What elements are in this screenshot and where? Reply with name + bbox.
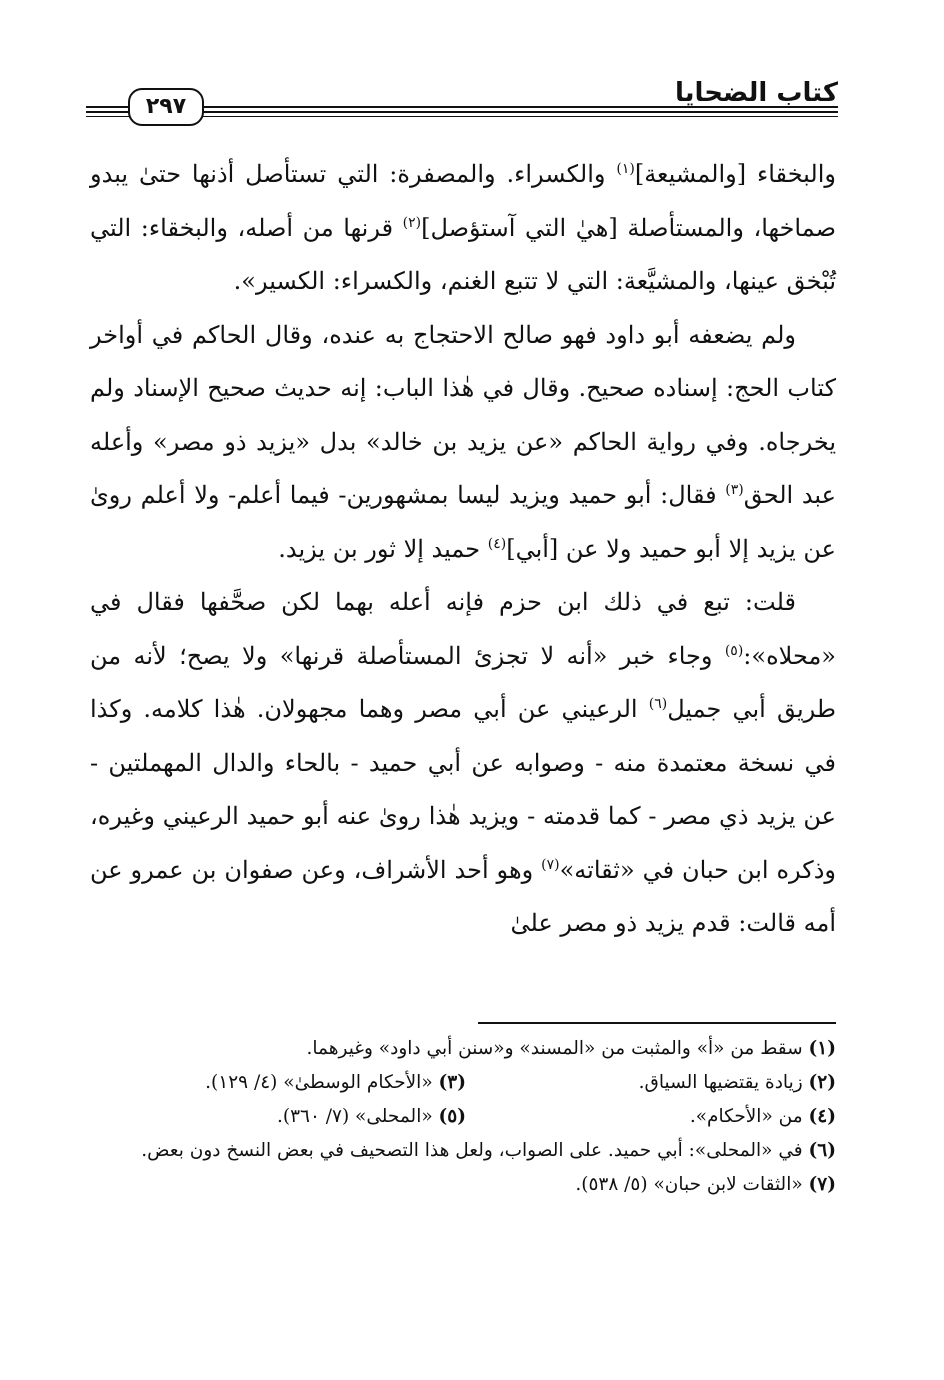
text-run: ولم يضعفه أبو داود فهو صالح الاحتجاج به عنده، وقال الحاكم في أواخر كتاب الحج: إسناده صحيح. وقال في هٰذا الباب: إنه حديث صحيح الإسناد ولم يخرجاه. وفي رواية الحاكم «عن يزيد بن خالد» بدل «يزيد ذو مصر» وأعله عبد الحق: [90, 320, 836, 509]
text-run: والبخقاء [والمشيعة]: [634, 160, 836, 188]
footnote-text: «الثقات لابن حبان» (٥/ ٥٣٨).: [575, 1174, 809, 1195]
footnote-text: من «الأحكام».: [689, 1106, 809, 1127]
footnote: [86, 1134, 836, 1168]
footnote-row: [86, 1066, 836, 1100]
footnote: [86, 1032, 836, 1066]
footnote-text: سقط من «أ» والمثبت من «المسند» و«سنن أبي داود» وغيرهما.: [306, 1038, 809, 1059]
text-run: وجاء خبر «أنه لا تجزئ المستأصلة قرنها» ولا يصح؛ لأنه من طريق أبي جميل: [90, 641, 837, 723]
footnote: [86, 1100, 466, 1134]
footnote: [466, 1066, 836, 1100]
footnote-ref[interactable]: (١): [616, 161, 635, 177]
footnote-mark: (٤): [808, 1106, 836, 1127]
footnote-ref[interactable]: (٢): [402, 214, 422, 231]
text-run: حميد إلا ثور بن يزيد.: [278, 534, 488, 563]
paragraph: [90, 576, 836, 951]
paragraph: [90, 148, 836, 309]
footnote-text: «المحلى» (٧/ ٣٦٠).: [276, 1106, 439, 1127]
text-run: الرعيني عن أبي مصر وهما مجهولان. هٰذا كلامه. وكذا في نسخة معتمدة منه - وصوابه عن أبي حميد - بالحاء والدال المهملتين - عن يزيد ذي مصر - كما قدمته - ويزيد هٰذا روىٰ عنه أبو حميد الرعيني وغيره، وذكره ابن حبان في «ثقاته»: [90, 695, 836, 884]
footnote-ref[interactable]: (٦): [648, 696, 668, 712]
text-run: قلت: تبع في ذلك ابن حزم فإنه أعله بهما لكن صحَّفها فقال في «محلاه»:: [90, 588, 836, 670]
text-run: فقال: أبو حميد ويزيد ليسا بمشهورين- فيما أعلم- ولا أعلم روىٰ عن يزيد إلا أبو حميد ولا عن [أبي]: [90, 481, 836, 563]
footnote-row: [86, 1100, 836, 1134]
footnote-mark: (٧): [808, 1174, 836, 1195]
footnote-ref[interactable]: (٧): [541, 856, 560, 873]
footnote-mark: (٥): [438, 1106, 466, 1127]
footnote-text: «الأحكام الوسطىٰ» (٤/ ١٢٩).: [205, 1072, 439, 1093]
footnote-ref[interactable]: (٣): [725, 482, 744, 498]
footnote-mark: (٢): [808, 1072, 836, 1093]
text-run: والكسراء. والمصفرة: التي تستأصل أذنها حتىٰ يبدو صماخها، والمستأصلة [هيٰ التي آستؤصل]: [90, 160, 836, 242]
page-number: ٢٩٧: [128, 88, 204, 126]
footnote: [86, 1066, 466, 1100]
footnote-text: زيادة يقتضيها السياق.: [638, 1072, 809, 1093]
text-run: وهو أحد الأشراف، وعن صفوان بن عمرو عن أمه قالت: قدم يزيد ذو مصر علىٰ: [90, 855, 836, 937]
main-text: [90, 148, 836, 951]
footnote-ref[interactable]: (٤): [487, 535, 507, 552]
footnote-separator: [478, 1022, 836, 1024]
footnote: [466, 1100, 836, 1134]
footnote-mark: (١): [808, 1038, 836, 1059]
page-header: [86, 78, 838, 128]
text-run: قرنها من أصله، والبخقاء: التي تُبْخق عينها، والمشيَّعة: التي لا تتبع الغنم، والكسراء: الكسير».: [90, 213, 836, 295]
footnotes: [86, 1032, 836, 1202]
footnote-text: في «المحلى»: أبي حميد. على الصواب، ولعل هذا التصحيف في بعض النسخ دون بعض.: [141, 1140, 809, 1161]
footnote: [86, 1168, 836, 1202]
footnote-mark: (٦): [808, 1140, 836, 1161]
footnote-ref[interactable]: (٥): [724, 642, 744, 659]
paragraph: [90, 309, 836, 577]
chapter-title: كتاب الضحايا: [675, 78, 838, 108]
footnote-mark: (٣): [438, 1072, 466, 1093]
